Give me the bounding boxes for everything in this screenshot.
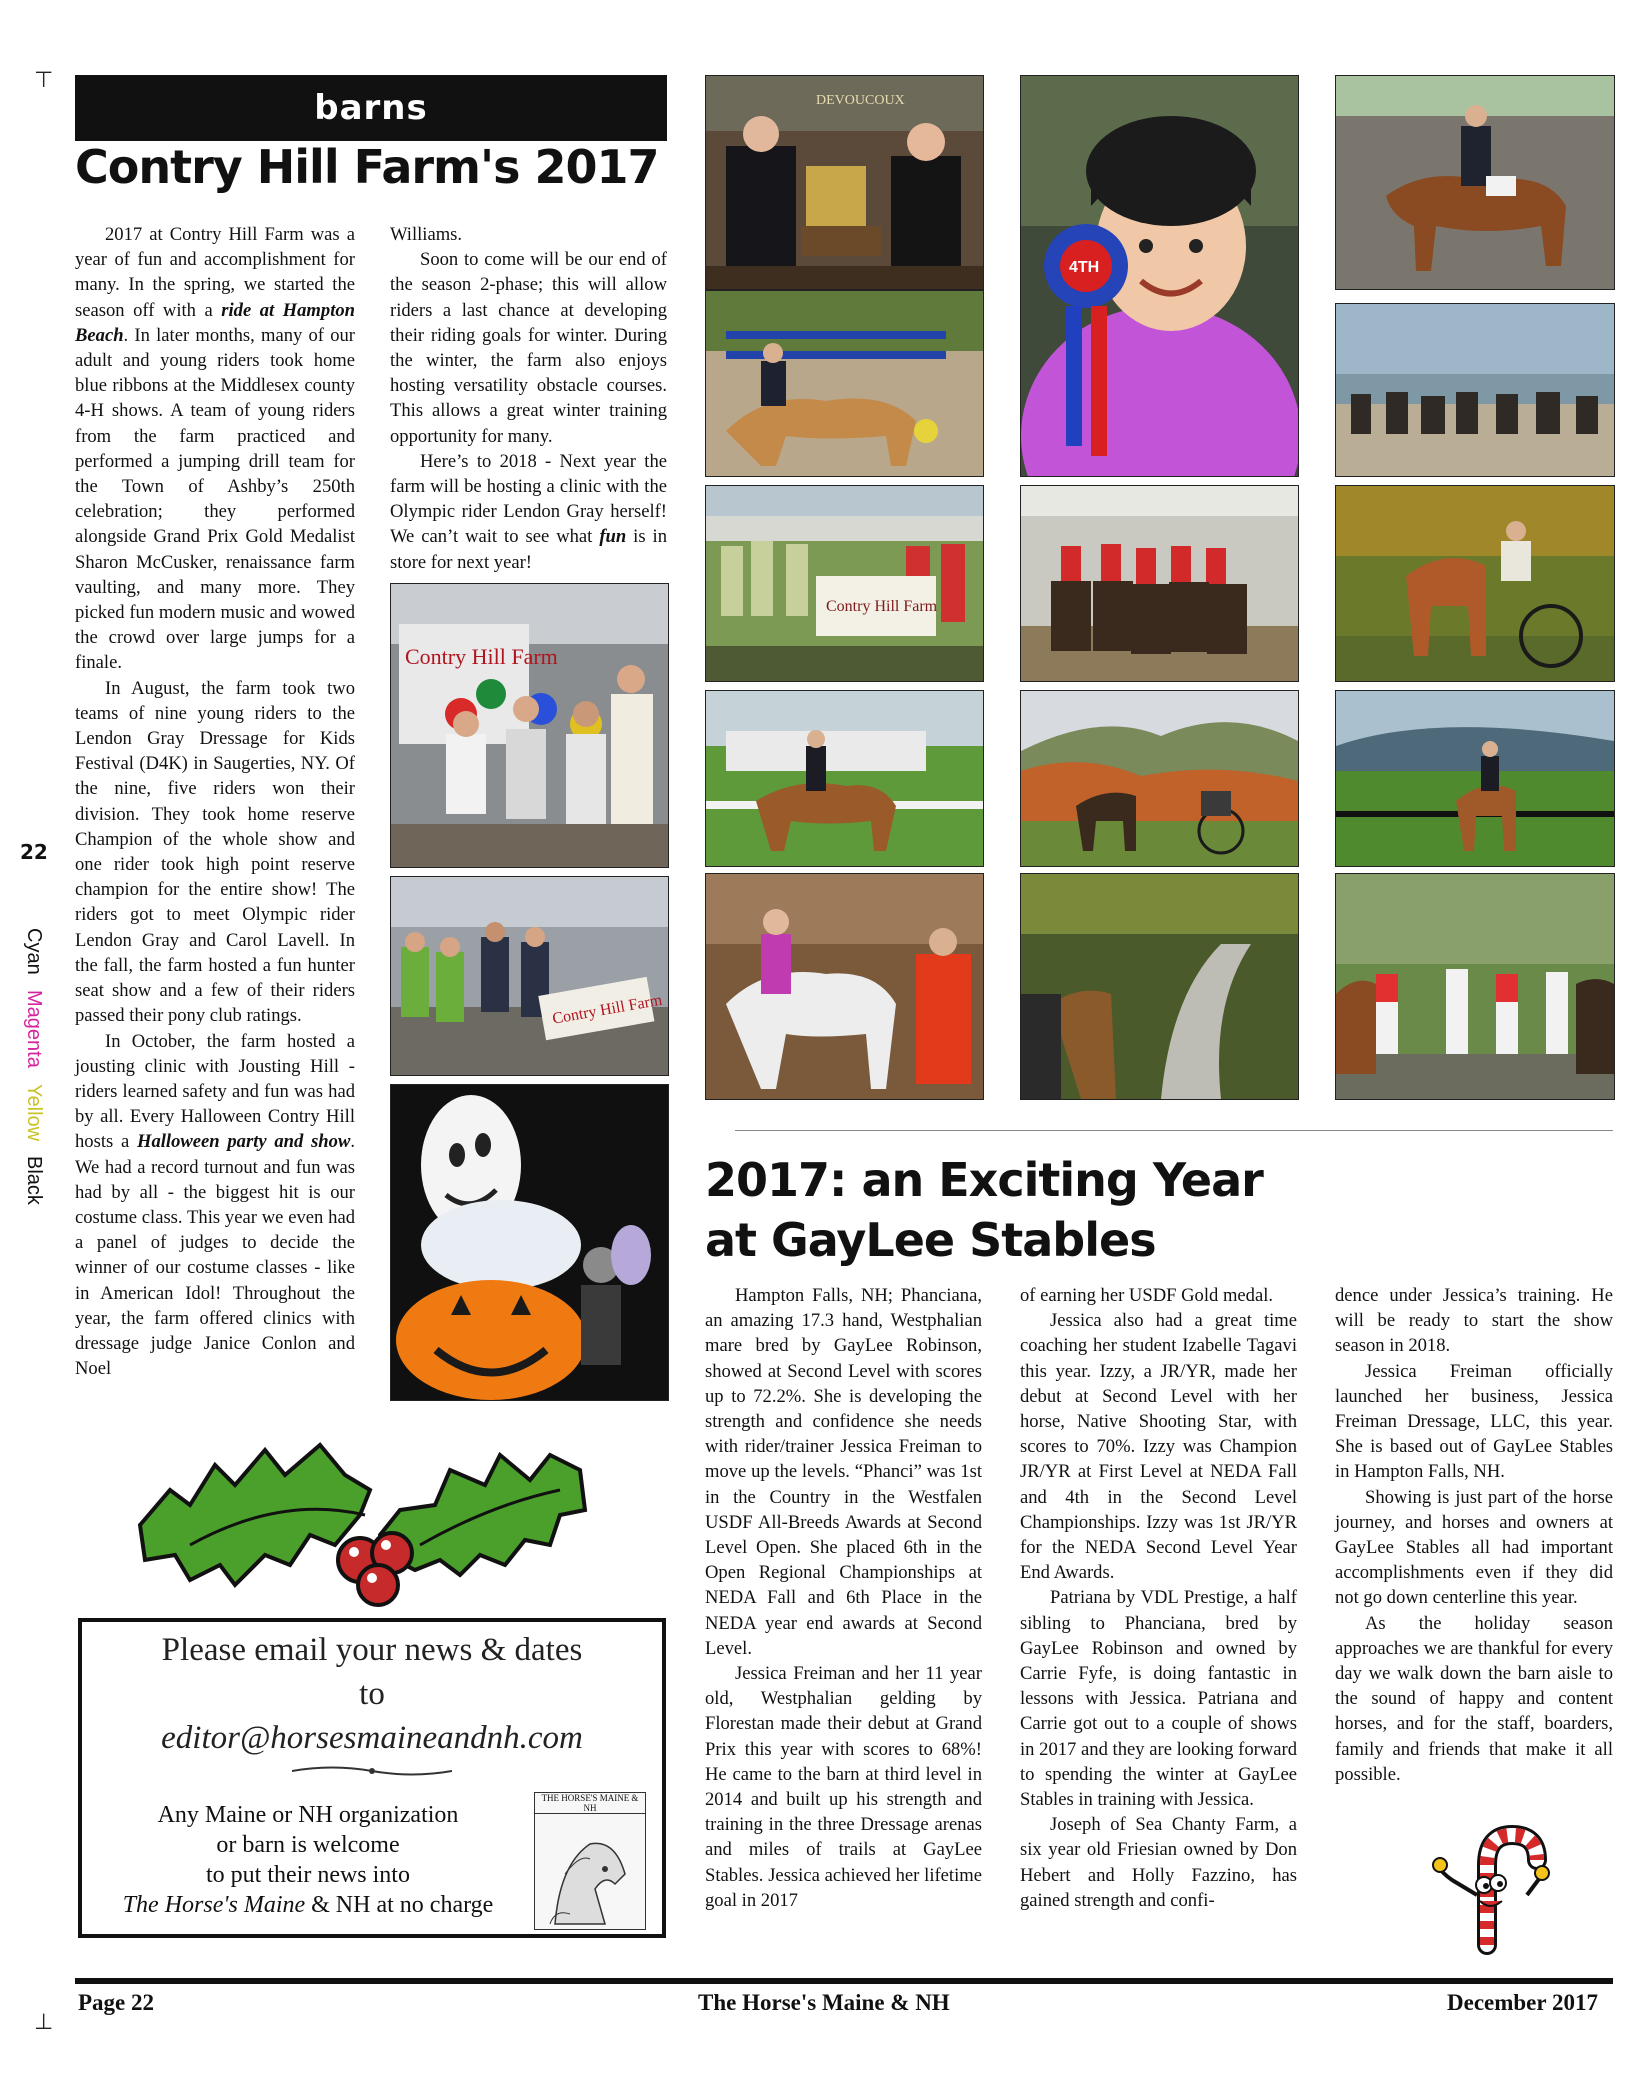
email-box-small-1: Any Maine or NH organization — [157, 1802, 459, 1828]
text-run: Here’s to 2018 - Next year the farm will be hosting a clinic with the Olympic rider Lendon Gray herself! We can’t wait to see what — [390, 450, 667, 548]
photo-banner-text: Contry Hill Farm — [405, 644, 558, 669]
paragraph — [1020, 1812, 1297, 1913]
paragraph — [1020, 1308, 1297, 1585]
photo-child-with-rosette — [1020, 75, 1299, 477]
emphasized-text: Halloween party and show — [137, 1131, 351, 1153]
article2-column-2 — [1020, 1283, 1297, 1913]
photo-beach-ride — [1335, 303, 1615, 477]
text-run: Soon to come will be our end of the season 2-phase; this will allow riders a last chance at developing their riding goals for winter. During the winter, the farm also enjoys hosting versatility obstacle courses. This allows a great winter training opportunity for many. — [390, 249, 667, 447]
article2-divider — [735, 1130, 1613, 1131]
crop-mark-bottom: ⊥ — [34, 2010, 54, 2035]
article2-title-line-2: at GayLee Stables — [705, 1213, 1156, 1267]
section-banner: barns — [75, 75, 667, 141]
email-box-line-1: Please email your news & dates — [161, 1632, 583, 1668]
paragraph — [1335, 1283, 1613, 1359]
text-run: Williams. — [390, 224, 463, 245]
ornament-divider — [292, 1764, 452, 1778]
paragraph — [75, 1029, 355, 1382]
text-run: 2017 at Contry Hill Farm was a year of fun and accomplishment for many. In the spring, we started the season off with a — [75, 224, 355, 321]
footer-rule — [75, 1978, 1613, 1984]
text-run: dence under Jessica’s training. He will be ready to start the show season in 2018. — [1335, 1285, 1613, 1357]
paragraph — [390, 247, 667, 449]
photo-rider-outdoor-course — [1335, 690, 1615, 867]
photo-riders-in-indoor-arena — [1020, 485, 1299, 682]
photo-trophy-presentation — [705, 75, 984, 290]
email-box-small-2: or barn is welcome — [216, 1832, 400, 1858]
article2-title — [705, 1150, 1263, 1270]
paragraph — [75, 676, 355, 1029]
article2-column-1 — [705, 1283, 982, 1913]
article1-column-1 — [75, 222, 355, 1381]
text-run: In October, the farm hosted a jousting clinic with Jousting Hill - riders learned safety and fun was had by all. Every Halloween Contry Hill hosts a — [75, 1030, 355, 1153]
text-run: is in store for next year! — [390, 526, 667, 573]
color-label-black: Black — [23, 1156, 45, 1206]
crop-mark-top: ⊤ — [34, 68, 54, 93]
photo-team-with-banner — [390, 876, 669, 1076]
email-box-line-2: to — [359, 1676, 385, 1712]
paragraph — [1335, 1359, 1613, 1485]
text-run: Showing is just part of the horse journey, and horses and owners at GayLee Stables all had important accomplishments even if they did not go down centerline this year. — [1335, 1486, 1613, 1609]
text-run: . We had a record turnout and fun was had by all - the biggest hit is our costume class. This year we even had a panel of judges to decide the winner of our costume classes - like in American Idol! Throughout the year, the farm offered clinics with dressage judge Janice Conlon and Noel — [75, 1131, 356, 1380]
article1-column-2 — [390, 222, 667, 575]
text-run: Jessica also had a great time coaching her student Izabelle Tagavi this year. Izzy, a JR/YR, made her debut at Second Level with her horse, Native Shooting Star, with scores to 70%. Izzy was Champion JR/YR at First Level at NEDA Fall and 4th in the Second Level Championships. Izzy was 1st JR/YR for the NEDA Second Level Year End Awards. — [1020, 1310, 1297, 1584]
emphasized-text: ride at Hampton Beach — [75, 299, 355, 346]
text-run: of earning her USDF Gold medal. — [1020, 1285, 1274, 1306]
photo-rider-on-chestnut-pony — [1335, 75, 1615, 290]
text-run: Joseph of Sea Chanty Farm, a six year old Friesian owned by Don Hebert and Holly Fazzino, has gained strength and confi- — [1020, 1814, 1297, 1911]
magazine-thumbnail — [534, 1792, 646, 1930]
photo-dressage-arena-rider — [705, 690, 984, 867]
color-label-yellow: Yellow — [23, 1083, 45, 1141]
text-run: In August, the farm took two teams of nine young riders to the Lendon Gray Dressage for Kids Festival (D4K) in Saugerties, NY. Of the nine, five riders won their division. They took home reserve Champion of the whole show and one rider took high point reserve champion for the entire show! The riders got to meet Olympic rider Lendon Gray and Carol Lavell. In the fall, the farm hosted a fun hunter seat show and a few of their riders passed their pony club ratings. — [75, 677, 355, 1027]
publication-name-italic: The Horse's Maine — [122, 1892, 306, 1918]
email-news-box — [78, 1618, 666, 1938]
editor-email-address: editor@horsesmaineandnh.com — [161, 1720, 583, 1756]
magazine-thumbnail-title: THE HORSE'S MAINE & NH — [535, 1793, 645, 1814]
photo-trail-carriage — [1020, 873, 1299, 1100]
color-label-cyan: Cyan — [23, 928, 45, 975]
photo-carriage-driving — [1335, 485, 1615, 682]
email-box-small-3: to put their news into — [206, 1862, 410, 1888]
paragraph — [705, 1283, 982, 1661]
text-run: As the holiday season approaches we are thankful for every day we walk down the barn aisle to the sound of happy and content horses, and for the staff, boarders, family and friends that make it all possible. — [1335, 1612, 1613, 1785]
photo-banner-text-2: Contry Hill Farm — [551, 991, 664, 1028]
email-box-small-4 — [98, 1890, 518, 1920]
paragraph — [1335, 1611, 1613, 1787]
email-box-welcome-text — [98, 1800, 518, 1920]
footer-publication-name: The Horse's Maine & NH — [698, 1990, 950, 2015]
photo-group-with-banner — [705, 485, 984, 682]
text-run: . In later months, many of our adult and young riders took home blue ribbons at the Middlesex county 4-H shows. A team of young riders from the farm practiced and performed a jumping drill team for the Town of Ashby’s 250th celebration; they performed alongside Grand Prix Gold Medalist Sharon McCusker, renaissance farm vaulting, and many more. They picked fun modern music and wowed the crowd over large jumps for a finale. — [75, 324, 355, 674]
photo-costume-pony — [705, 873, 984, 1100]
paragraph — [75, 222, 355, 676]
color-label-magenta: Magenta — [23, 990, 45, 1069]
paragraph — [390, 222, 667, 247]
article2-title-line-1: 2017: an Exciting Year — [705, 1153, 1263, 1207]
photo-carriage-autumn-hills — [1020, 690, 1299, 867]
text-run: Jessica Freiman officially launched her business, Jessica Freiman Dressage, LLC, this year. She is based out of GayLee Stables in Hampton Falls, NH. — [1335, 1360, 1613, 1483]
photo-riders-with-ribbons — [390, 583, 669, 868]
candy-cane-illustration — [1432, 1815, 1552, 1955]
photo-sign-text: DEVOUCOUX — [816, 93, 905, 108]
email-box-small-4-rest: & NH at no charge — [305, 1892, 494, 1918]
paragraph — [705, 1661, 982, 1913]
svg-text:Contry Hill Farm: Contry Hill Farm — [826, 598, 938, 615]
color-registration-labels — [22, 928, 45, 1205]
article2-column-3 — [1335, 1283, 1613, 1787]
paragraph — [390, 449, 667, 575]
photo-halloween-inflatables — [390, 1084, 669, 1401]
rosette-text: 4TH — [1069, 259, 1100, 276]
side-page-number: 22 — [20, 840, 48, 864]
text-run: Patriana by VDL Prestige, a half sibling to Phanciana, bred by GayLee Robinson and owned by Carrie Fyfe, is doing fantastic in lessons with Jessica. Patriana and Carrie got out to a couple of shows in 2017 and they are looking forward to spending the winter at GayLee Stables in training with Jessica. — [1020, 1587, 1297, 1811]
article1-title: Contry Hill Farm's 2017 — [75, 140, 659, 194]
text-run: Hampton Falls, NH; Phanciana, an amazing 17.3 hand, Westphalian mare bred by GayLee Robinson, showed at Second Level with scores up to 72.2%. She is developing the strength and confidence she needs with rider/trainer Jessica Freiman to move up the levels. “Phanci” was 1st in the Country in the Westfalen USDF All-Breeds Awards at Second Level Open. She placed 6th in the Open Regional Championships at NEDA Fall and 6th Place in the NEDA year end awards at Second Level. — [705, 1285, 982, 1659]
text-run: Jessica Freiman and her 11 year old, Westphalian gelding by Florestan made their debut at Grand Prix this year with scores to 68%! He came to the barn at third level in 2014 and built up his strength and training in the three Dressage arenas and miles of trails at GayLee Stables. Jessica achieved her lifetime goal in 2017 — [705, 1663, 982, 1911]
footer-date: December 2017 — [1447, 1990, 1598, 2015]
paragraph — [1335, 1485, 1613, 1611]
holly-illustration — [130, 1395, 590, 1610]
footer-page-number: Page 22 — [78, 1990, 155, 2015]
paragraph — [1020, 1585, 1297, 1812]
photo-lineup-group — [1335, 873, 1615, 1100]
paragraph — [1020, 1283, 1297, 1308]
emphasized-text: fun — [599, 526, 627, 548]
photo-child-jumping-pony — [705, 290, 984, 477]
